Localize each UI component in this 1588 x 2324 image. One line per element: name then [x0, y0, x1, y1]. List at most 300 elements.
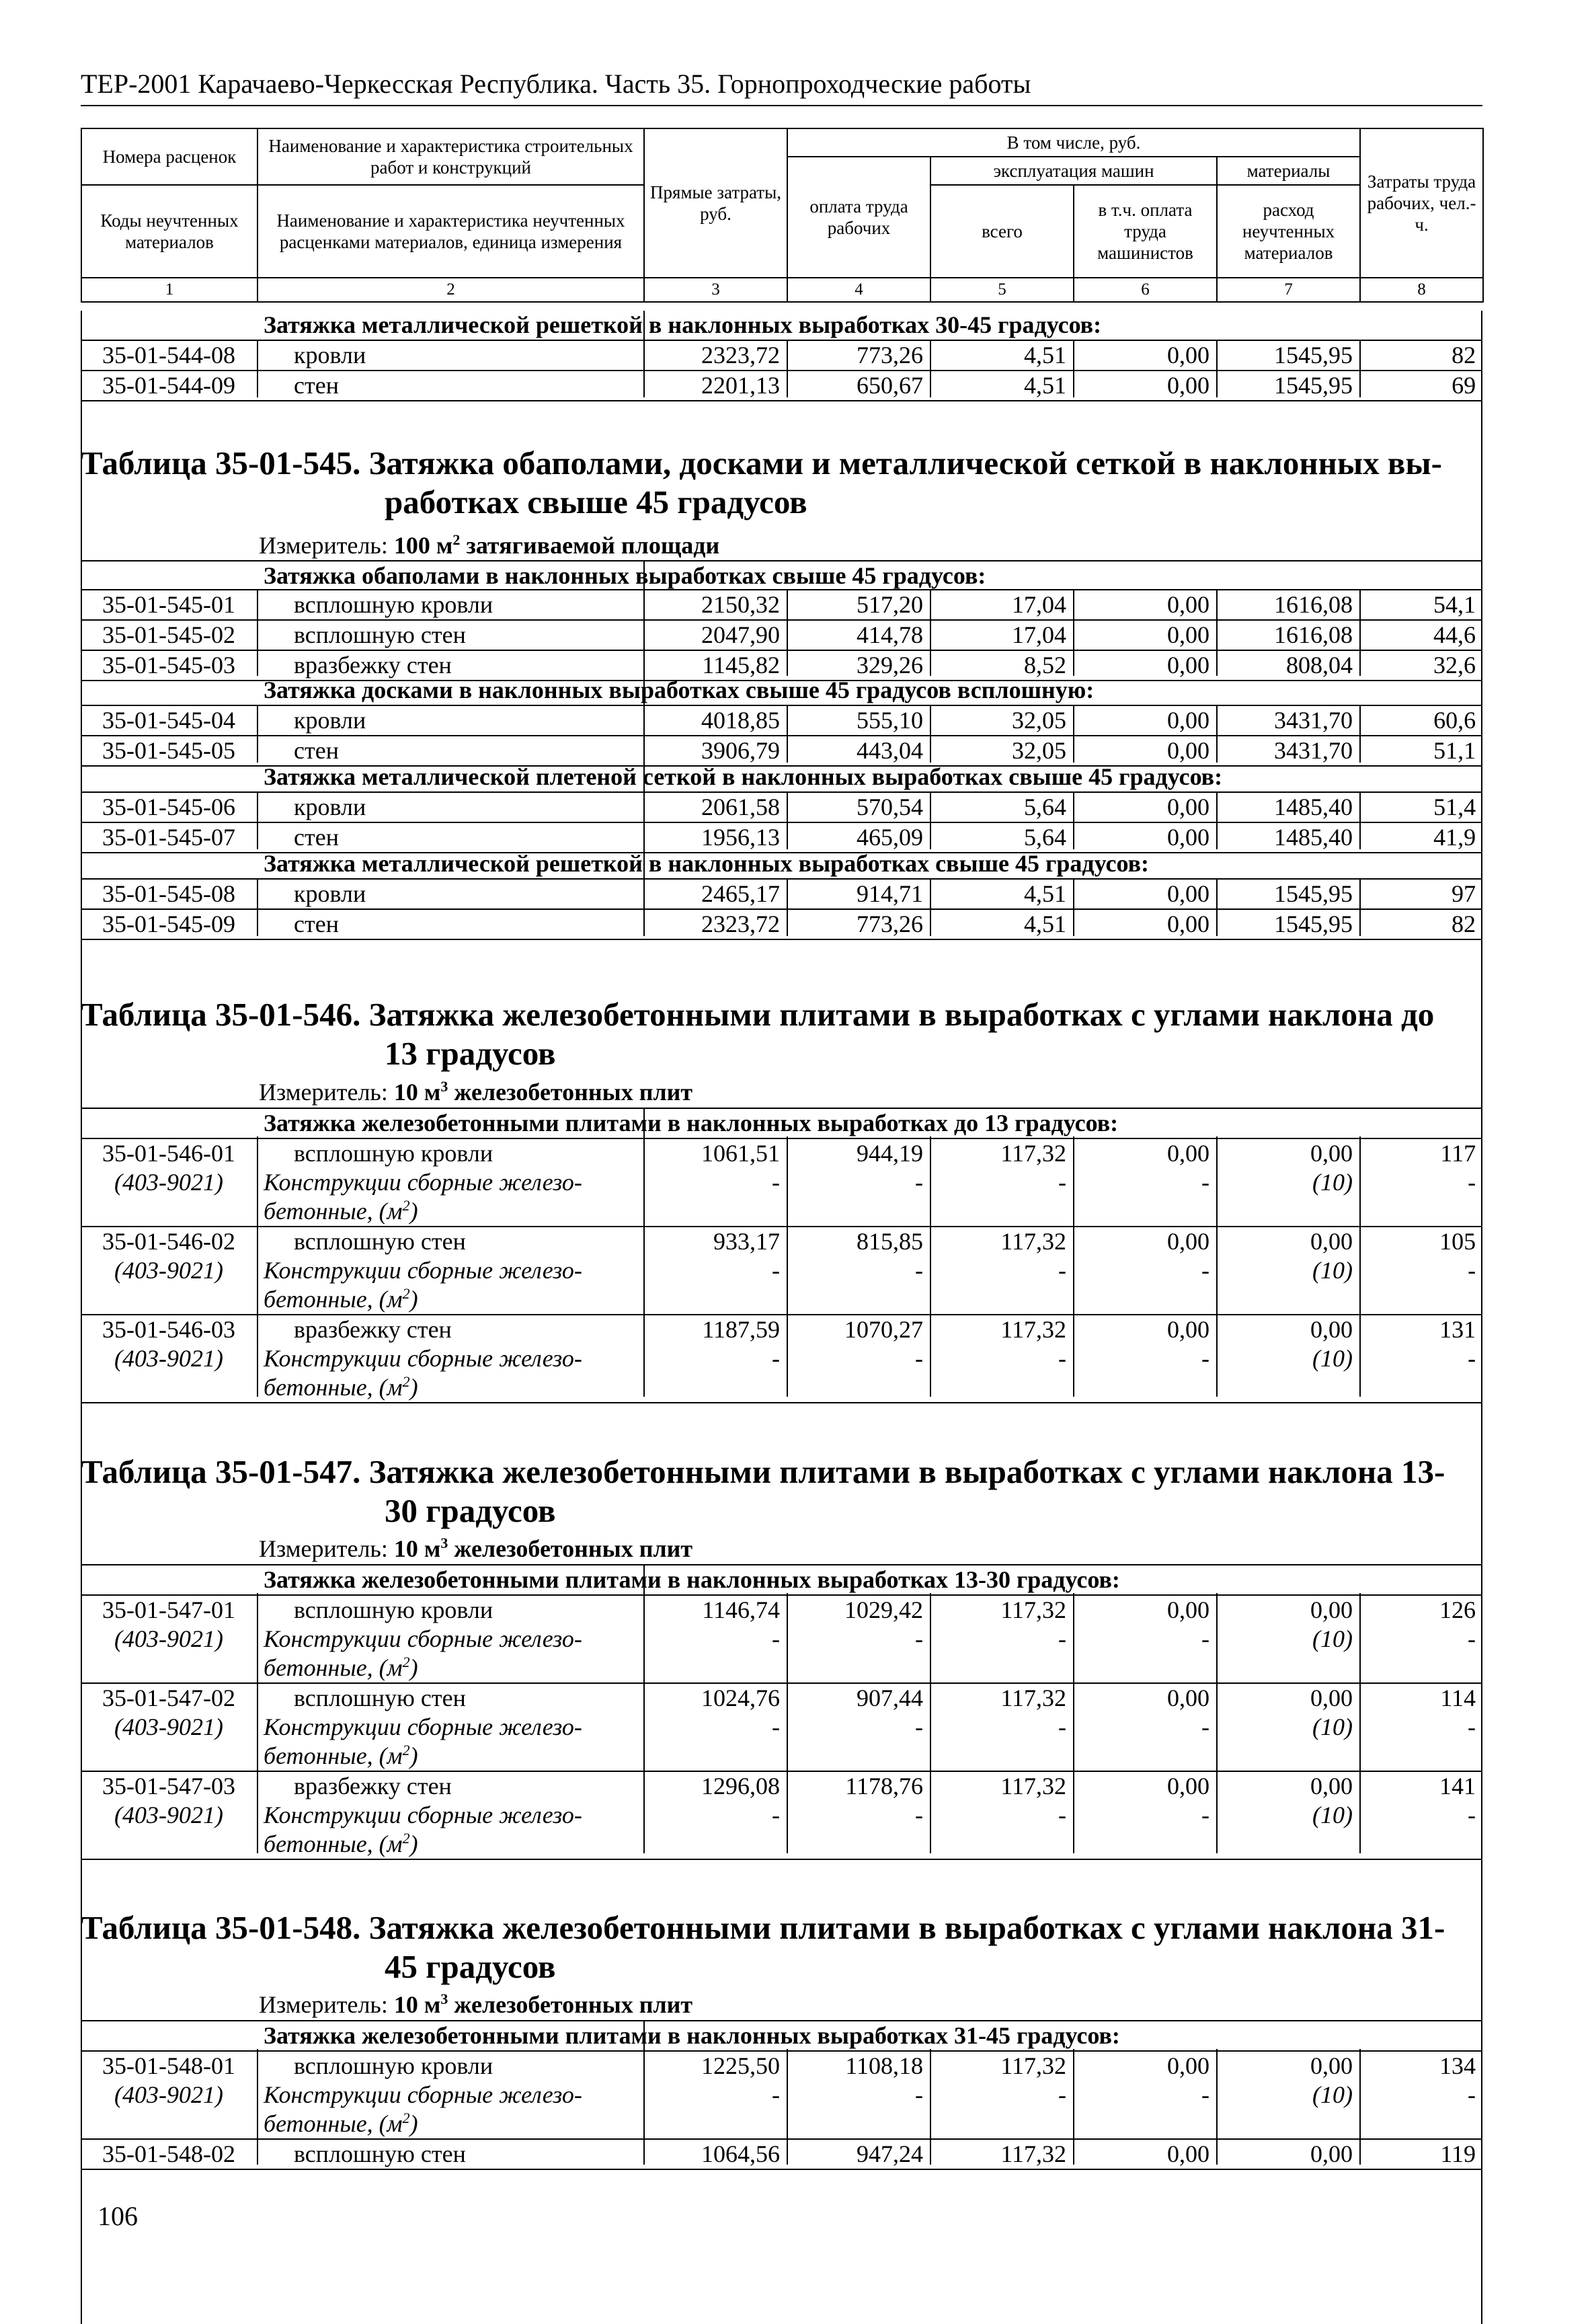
material-row	[81, 1344, 1482, 1373]
rate-code: 35-01-545-09	[81, 909, 257, 939]
material-qty: (10)	[1312, 1713, 1353, 1740]
material-dash: -	[1058, 1169, 1066, 1196]
material-qty: (10)	[1312, 1345, 1353, 1372]
material-use: 1545,95	[1216, 371, 1359, 401]
machines-total: 117,32	[930, 1138, 1073, 1168]
work-name: вразбежку стен	[257, 1315, 643, 1344]
material-unit: бетонные, $(м^2)$	[257, 1197, 643, 1227]
material-use: 0,00	[1216, 2139, 1359, 2169]
section-heading: Затяжка металлической решеткой в наклонных выработках 30-45 градусов:	[264, 311, 1102, 338]
machines-total: 117,32	[930, 1595, 1073, 1625]
material-unit: бетонные, $(м^2)$	[257, 1373, 643, 1403]
material-qty: (10)	[1312, 1802, 1353, 1828]
col-material-code: Коды неучтенных материалов	[81, 185, 257, 278]
machinist-pay: 0,00	[1073, 822, 1216, 853]
material-dash: -	[1468, 1625, 1476, 1652]
labor-hours: 82	[1359, 340, 1482, 371]
table-row	[81, 2139, 1482, 2169]
work-name: вразбежку стен	[257, 650, 643, 681]
col-number-4: 4	[787, 278, 930, 302]
material-use: 0,00	[1216, 1683, 1359, 1713]
machines-total: 4,51	[930, 340, 1073, 371]
title-rule	[81, 105, 1482, 106]
rate-code: 35-01-545-05	[81, 736, 257, 766]
work-name: кровли	[257, 792, 643, 822]
col-number-1: 1	[81, 278, 257, 302]
rate-code: 35-01-546-03	[81, 1315, 257, 1344]
col-material-use: расход неучтенных материалов	[1217, 185, 1360, 278]
work-name: стен	[257, 909, 643, 939]
work-name: всплошную кровли	[257, 1138, 643, 1168]
machines-total: 17,04	[930, 590, 1073, 620]
col-number-6: 6	[1074, 278, 1217, 302]
work-name: всплошную кровли	[257, 2051, 643, 2081]
direct-costs: 1296,08	[643, 1771, 787, 1801]
machinist-pay: 0,00	[1073, 792, 1216, 822]
labor-hours: 97	[1359, 879, 1482, 909]
table-title-line: работках свыше 45 градусов	[385, 483, 807, 520]
rate-code: 35-01-547-02	[81, 1683, 257, 1713]
table-546-title	[81, 995, 1482, 1073]
table-545-title	[81, 444, 1482, 522]
material-dash: -	[1201, 1169, 1209, 1196]
material-row	[81, 1625, 1482, 1654]
labor-hours: 60,6	[1359, 705, 1482, 736]
material-use: 0,00	[1216, 2051, 1359, 2081]
work-name: кровли	[257, 705, 643, 736]
material-name: Конструкции сборные железо-	[264, 1345, 582, 1372]
machines-total: 117,32	[930, 1227, 1073, 1256]
col-group-including: В том числе, руб.	[787, 128, 1360, 157]
table-title-line: Таблица 35-01-545. Затяжка обаполами, досками и металлической сеткой в наклонных вы-	[81, 444, 1442, 481]
labor-hours: 134	[1359, 2051, 1482, 2081]
material-dash: -	[1468, 1713, 1476, 1740]
material-dash: -	[772, 1169, 780, 1196]
worker-pay: 1178,76	[787, 1771, 930, 1801]
material-name: Конструкции сборные железо-	[264, 1257, 582, 1284]
worker-pay: 947,24	[787, 2139, 930, 2169]
table-title-line: 30 градусов	[385, 1492, 556, 1529]
material-use: 3431,70	[1216, 736, 1359, 766]
direct-costs: 1061,51	[643, 1138, 787, 1168]
worker-pay: 555,10	[787, 705, 930, 736]
material-use: 1485,40	[1216, 822, 1359, 853]
work-name: всплошную стен	[257, 2139, 643, 2169]
material-code: (403-9021)	[114, 2081, 223, 2108]
table-title-line: Таблица 35-01-547. Затяжка железобетонными плитами в выработках с углами наклона 13-	[81, 1453, 1445, 1490]
measure-subject: железобетонных плит	[454, 1079, 693, 1106]
col-direct-costs: Прямые затраты, руб.	[644, 128, 787, 278]
machinist-pay: 0,00	[1073, 909, 1216, 939]
labor-hours: 126	[1359, 1595, 1482, 1625]
material-dash: -	[915, 1802, 923, 1828]
worker-pay: 517,20	[787, 590, 930, 620]
col-labor-hours: Затраты труда рабочих, чел.-ч.	[1360, 128, 1483, 278]
machines-total: 32,05	[930, 736, 1073, 766]
material-row	[81, 1168, 1482, 1197]
page-title: ТЕР-2001 Карачаево-Черкесская Республика. Часть 35. Горнопроходческие работы	[81, 69, 1031, 99]
material-dash: -	[1058, 1345, 1066, 1372]
machinist-pay: 0,00	[1073, 2051, 1216, 2081]
material-code: (403-9021)	[114, 1713, 223, 1740]
material-dash: -	[772, 1345, 780, 1372]
machines-total: 5,64	[930, 822, 1073, 853]
col-group-materials: материалы	[1217, 157, 1360, 185]
measure-value: 10 м	[393, 1991, 441, 2018]
worker-pay: 773,26	[787, 340, 930, 371]
machines-total: 17,04	[930, 620, 1073, 650]
material-name: Конструкции сборные железо-	[264, 2081, 582, 2108]
machines-total: 117,32	[930, 2139, 1073, 2169]
machines-total: 4,51	[930, 371, 1073, 401]
material-use: 0,00	[1216, 1138, 1359, 1168]
measure-label: Измеритель:	[259, 1079, 388, 1106]
table-row	[81, 1138, 1482, 1168]
rate-group	[81, 763, 1482, 853]
table-row	[81, 1315, 1482, 1344]
labor-hours: 54,1	[1359, 590, 1482, 620]
material-code: (403-9021)	[114, 1345, 223, 1372]
machines-total: 5,64	[930, 792, 1073, 822]
material-code: (403-9021)	[114, 1169, 223, 1196]
col-number-3: 3	[644, 278, 787, 302]
measure-value: 100 м	[393, 532, 453, 559]
table-row	[81, 822, 1482, 853]
labor-hours: 44,6	[1359, 620, 1482, 650]
measure-label: Измеритель:	[259, 1991, 388, 2018]
machines-total: 117,32	[930, 1683, 1073, 1713]
page-number: 106	[97, 2201, 138, 2231]
machines-total: 4,51	[930, 879, 1073, 909]
worker-pay: 465,09	[787, 822, 930, 853]
material-code: (403-9021)	[114, 1802, 223, 1828]
table-544	[81, 311, 1482, 401]
rate-code: 35-01-548-01	[81, 2051, 257, 2081]
table-title-line: 13 градусов	[385, 1035, 556, 1072]
material-dash: -	[1468, 1169, 1476, 1196]
material-row-cont	[81, 1830, 1482, 1859]
work-name: стен	[257, 822, 643, 853]
rate-code: 35-01-544-09	[81, 371, 257, 401]
table-title-line: Таблица 35-01-546. Затяжка железобетонными плитами в выработках с углами наклона до	[81, 996, 1435, 1033]
material-use: 0,00	[1216, 1227, 1359, 1256]
measure-exponent: 2	[452, 531, 461, 548]
table-title-line: 45 градусов	[385, 1948, 556, 1985]
labor-hours: 114	[1359, 1683, 1482, 1713]
material-dash: -	[772, 1625, 780, 1652]
material-dash: -	[1201, 1713, 1209, 1740]
worker-pay: 329,26	[787, 650, 930, 681]
machinist-pay: 0,00	[1073, 1771, 1216, 1801]
rate-code: 35-01-546-01	[81, 1138, 257, 1168]
direct-costs: 1187,59	[643, 1315, 787, 1344]
direct-costs: 1145,82	[643, 650, 787, 681]
col-number-8: 8	[1360, 278, 1483, 302]
material-dash: -	[1058, 1713, 1066, 1740]
section-heading: Затяжка железобетонными плитами в наклонных выработках 31-45 градусов:	[257, 2021, 1482, 2051]
worker-pay: 944,19	[787, 1138, 930, 1168]
worker-pay: 815,85	[787, 1227, 930, 1256]
labor-hours: 105	[1359, 1227, 1482, 1256]
labor-hours: 141	[1359, 1771, 1482, 1801]
material-unit: бетонные, $(м^2)$	[257, 1830, 643, 1859]
material-dash: -	[772, 1713, 780, 1740]
material-dash: -	[1201, 1257, 1209, 1284]
labor-hours: 131	[1359, 1315, 1482, 1344]
machinist-pay: 0,00	[1073, 1595, 1216, 1625]
col-number-5: 5	[930, 278, 1074, 302]
table-title-line: Таблица 35-01-548. Затяжка железобетонными плитами в выработках с углами наклона 31-	[81, 1909, 1445, 1946]
material-use: 1616,08	[1216, 590, 1359, 620]
material-dash: -	[915, 1625, 923, 1652]
direct-costs: 1225,50	[643, 2051, 787, 2081]
material-dash: -	[1468, 1257, 1476, 1284]
material-dash: -	[1201, 2081, 1209, 2108]
material-row	[81, 2081, 1482, 2109]
labor-hours: 69	[1359, 371, 1482, 401]
machinist-pay: 0,00	[1073, 1138, 1216, 1168]
machinist-pay: 0,00	[1073, 620, 1216, 650]
material-use: 1545,95	[1216, 340, 1359, 371]
direct-costs: 2150,32	[643, 590, 787, 620]
col-work-name: Наименование и характеристика строительных работ и конструкций	[257, 128, 644, 185]
machines-total: 117,32	[930, 2051, 1073, 2081]
table-row	[81, 1683, 1482, 1713]
direct-costs: 1956,13	[643, 822, 787, 853]
machinist-pay: 0,00	[1073, 879, 1216, 909]
machinist-pay: 0,00	[1073, 736, 1216, 766]
material-row	[81, 1256, 1482, 1285]
material-use: 1616,08	[1216, 620, 1359, 650]
material-dash: -	[1468, 2081, 1476, 2108]
material-dash: -	[772, 1257, 780, 1284]
section-heading: Затяжка железобетонными плитами в наклонных выработках 13-30 градусов:	[257, 1565, 1482, 1595]
table-row	[81, 371, 1482, 401]
material-dash: -	[1058, 1257, 1066, 1284]
material-use: 1545,95	[1216, 909, 1359, 939]
material-row-cont	[81, 1654, 1482, 1683]
measure-subject: железобетонных плит	[454, 1991, 693, 2018]
col-rate-number: Номера расценок	[81, 128, 257, 185]
material-use: 1485,40	[1216, 792, 1359, 822]
work-name: всплошную кровли	[257, 590, 643, 620]
material-dash: -	[1201, 1802, 1209, 1828]
material-row-cont	[81, 1285, 1482, 1315]
material-dash: -	[1201, 1625, 1209, 1652]
work-name: вразбежку стен	[257, 1771, 643, 1801]
material-qty: (10)	[1312, 2081, 1353, 2108]
table-548	[81, 2020, 1482, 2170]
col-number-2: 2	[257, 278, 644, 302]
table-546	[81, 1108, 1482, 1403]
machinist-pay: 0,00	[1073, 705, 1216, 736]
measure-exponent: 3	[440, 1990, 448, 2007]
labor-hours: 41,9	[1359, 822, 1482, 853]
material-use: 0,00	[1216, 1771, 1359, 1801]
rate-code: 35-01-545-07	[81, 822, 257, 853]
rate-code: 35-01-547-03	[81, 1771, 257, 1801]
direct-costs: 1064,56	[643, 2139, 787, 2169]
worker-pay: 414,78	[787, 620, 930, 650]
work-name: кровли	[257, 879, 643, 909]
table-row	[81, 1227, 1482, 1256]
material-dash: -	[915, 1257, 923, 1284]
col-number-7: 7	[1217, 278, 1360, 302]
table-545	[81, 560, 1482, 590]
machines-total: 117,32	[930, 1315, 1073, 1344]
material-dash: -	[1058, 2081, 1066, 2108]
section-heading: Затяжка металлической решеткой в наклонных выработках свыше 45 градусов:	[264, 850, 1150, 877]
worker-pay: 907,44	[787, 1683, 930, 1713]
table-row	[81, 620, 1482, 650]
worker-pay: 650,67	[787, 371, 930, 401]
machinist-pay: 0,00	[1073, 1683, 1216, 1713]
material-row	[81, 1801, 1482, 1830]
section-heading: Затяжка обаполами в наклонных выработках свыше 45 градусов:	[257, 561, 1482, 590]
col-material-name: Наименование и характеристика неучтенных расценками материалов, единица измерения	[257, 185, 644, 278]
work-name: всплошную кровли	[257, 1595, 643, 1625]
table-row	[81, 1771, 1482, 1801]
material-use: 3431,70	[1216, 705, 1359, 736]
material-qty: (10)	[1312, 1169, 1353, 1196]
table-row	[81, 909, 1482, 939]
direct-costs: 933,17	[643, 1227, 787, 1256]
direct-costs: 2323,72	[643, 340, 787, 371]
rate-group	[81, 849, 1482, 940]
measure-exponent: 3	[440, 1078, 448, 1095]
material-code: (403-9021)	[114, 1257, 223, 1284]
worker-pay: 1108,18	[787, 2051, 930, 2081]
direct-costs: 2323,72	[643, 909, 787, 939]
material-code: (403-9021)	[114, 1625, 223, 1652]
measure-exponent: 3	[440, 1535, 448, 1551]
measure-subject: железобетонных плит	[454, 1535, 693, 1562]
rate-code: 35-01-548-02	[81, 2139, 257, 2169]
table-row	[81, 792, 1482, 822]
table-row	[81, 705, 1482, 736]
worker-pay: 443,04	[787, 736, 930, 766]
work-name: всплошную стен	[257, 1227, 643, 1256]
machinist-pay: 0,00	[1073, 1227, 1216, 1256]
machines-total: 8,52	[930, 650, 1073, 681]
section-heading: Затяжка металлической плетеной сеткой в наклонных выработках свыше 45 градусов:	[264, 763, 1223, 790]
machines-total: 32,05	[930, 705, 1073, 736]
col-machines-total: всего	[930, 185, 1074, 278]
measure-label: Измеритель:	[259, 532, 388, 559]
material-name: Конструкции сборные железо-	[264, 1802, 582, 1828]
col-machinist-pay: в т.ч. оплата труда машинистов	[1074, 185, 1217, 278]
labor-hours: 51,4	[1359, 792, 1482, 822]
material-row	[81, 1713, 1482, 1742]
material-unit: бетонные, $(м^2)$	[257, 1742, 643, 1771]
work-name: всплошную стен	[257, 620, 643, 650]
machinist-pay: 0,00	[1073, 340, 1216, 371]
material-unit: бетонные, $(м^2)$	[257, 2109, 643, 2139]
material-dash: -	[1058, 1625, 1066, 1652]
section-heading: Затяжка досками в наклонных выработках свыше 45 градусов всплошную:	[264, 676, 1095, 703]
table-547	[81, 1564, 1482, 1860]
machinist-pay: 0,00	[1073, 1315, 1216, 1344]
material-unit: бетонные, $(м^2)$	[257, 1654, 643, 1683]
material-row-cont	[81, 1742, 1482, 1771]
direct-costs: 1146,74	[643, 1595, 787, 1625]
machines-total: 117,32	[930, 1771, 1073, 1801]
machinist-pay: 0,00	[1073, 650, 1216, 681]
machinist-pay: 0,00	[1073, 590, 1216, 620]
worker-pay: 1070,27	[787, 1315, 930, 1344]
material-name: Конструкции сборные железо-	[264, 1625, 582, 1652]
labor-hours: 32,6	[1359, 650, 1482, 681]
table-row	[81, 340, 1482, 371]
machinist-pay: 0,00	[1073, 371, 1216, 401]
material-dash: -	[772, 1802, 780, 1828]
material-qty: (10)	[1312, 1625, 1353, 1652]
material-dash: -	[915, 1345, 923, 1372]
material-use: 1545,95	[1216, 879, 1359, 909]
material-name: Конструкции сборные железо-	[264, 1169, 582, 1196]
work-name: стен	[257, 371, 643, 401]
rate-code: 35-01-545-01	[81, 590, 257, 620]
material-dash: -	[915, 1713, 923, 1740]
material-name: Конструкции сборные железо-	[264, 1713, 582, 1740]
section-heading: Затяжка железобетонными плитами в наклонных выработках до 13 градусов:	[257, 1108, 1482, 1138]
work-name: стен	[257, 736, 643, 766]
labor-hours: 82	[1359, 909, 1482, 939]
worker-pay: 773,26	[787, 909, 930, 939]
work-name: кровли	[257, 340, 643, 371]
rate-code: 35-01-545-06	[81, 792, 257, 822]
direct-costs: 2465,17	[643, 879, 787, 909]
rate-code: 35-01-545-04	[81, 705, 257, 736]
direct-costs: 1024,76	[643, 1683, 787, 1713]
worker-pay: 570,54	[787, 792, 930, 822]
rate-code: 35-01-544-08	[81, 340, 257, 371]
direct-costs: 2061,58	[643, 792, 787, 822]
labor-hours: 51,1	[1359, 736, 1482, 766]
table-row	[81, 879, 1482, 909]
estimate-document	[81, 128, 1482, 2167]
material-qty: (10)	[1312, 1257, 1353, 1284]
table-row	[81, 2051, 1482, 2081]
rate-code: 35-01-545-08	[81, 879, 257, 909]
col-group-machines: эксплуатация машин	[930, 157, 1217, 185]
material-unit: бетонные, $(м^2)$	[257, 1285, 643, 1315]
material-dash: -	[772, 2081, 780, 2108]
rate-group	[81, 676, 1482, 767]
material-row-cont	[81, 1197, 1482, 1227]
material-row-cont	[81, 2109, 1482, 2139]
measure-label: Измеритель:	[259, 1535, 388, 1562]
direct-costs: 4018,85	[643, 705, 787, 736]
rate-code: 35-01-545-02	[81, 620, 257, 650]
machinist-pay: 0,00	[1073, 2139, 1216, 2169]
material-dash: -	[1058, 1802, 1066, 1828]
material-dash: -	[1201, 1345, 1209, 1372]
direct-costs: 3906,79	[643, 736, 787, 766]
material-dash: -	[915, 1169, 923, 1196]
material-use: 808,04	[1216, 650, 1359, 681]
direct-costs: 2201,13	[643, 371, 787, 401]
material-row-cont	[81, 1373, 1482, 1403]
measure-value: 10 м	[393, 1535, 441, 1562]
rate-group	[81, 589, 1482, 681]
rate-code: 35-01-547-01	[81, 1595, 257, 1625]
material-dash: -	[1468, 1345, 1476, 1372]
material-use: 0,00	[1216, 1315, 1359, 1344]
table-row	[81, 1595, 1482, 1625]
table-row	[81, 590, 1482, 620]
labor-hours: 117	[1359, 1138, 1482, 1168]
